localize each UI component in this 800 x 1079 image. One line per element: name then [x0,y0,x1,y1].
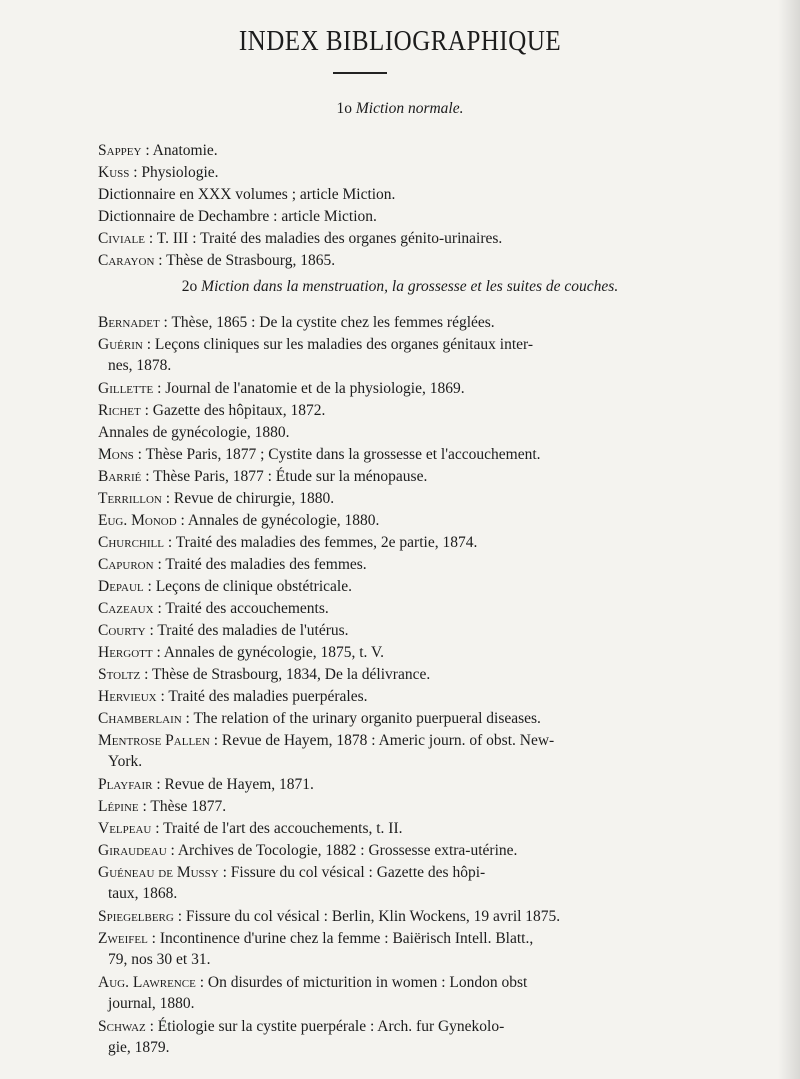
entry-text: : Leçons de clinique obstétricale. [147,578,352,595]
bibliography-entry [98,184,395,205]
entry-continuation: journal, 1880. [108,995,195,1012]
entry-author: Civiale [98,230,145,247]
entry-text: Dictionnaire de Dechambre : article Miction. [98,208,377,225]
bibliography-entry [98,664,430,685]
entry-text: : Traité des maladies des femmes. [157,556,367,573]
entry-text: : Traité des maladies puerpérales. [160,688,368,705]
entry-author: Lépine [98,798,139,815]
bibliography-entry [98,818,403,839]
entry-author: Capuron [98,556,154,573]
entry-author: Mons [98,446,134,463]
entry-continuation: 79, nos 30 et 31. [108,951,211,968]
bibliography-entry [98,1016,504,1058]
entry-text: : Thèse de Strasbourg, 1865. [158,252,336,269]
entry-author: Guéneau de Mussy [98,864,219,881]
entry-text: : Thèse Paris, 1877 ; Cystite dans la grossesse et l'accouchement. [137,446,541,463]
entry-text: : Thèse 1877. [142,798,227,815]
bibliography-entry [98,840,517,861]
entry-text: : T. III : Traité des maladies des organes génito-urinaires. [148,230,503,247]
bibliography-entry [98,488,334,509]
entry-text: : Annales de gynécologie, 1880. [180,512,380,529]
title-rule [333,72,387,74]
bibliography-entry [98,906,560,927]
bibliography-entry [98,422,290,443]
entry-author: Gillette [98,380,154,397]
entry-text: : On disurdes of micturition in women : London obst [199,974,528,991]
entry-text: : Journal de l'anatomie et de la physiologie, 1869. [157,380,465,397]
bibliography-entry [98,510,379,531]
entry-continuation: gie, 1879. [108,1039,170,1056]
entry-text: Annales de gynécologie, 1880. [98,424,290,441]
bibliography-entry [98,708,541,729]
bibliography-entry [98,400,325,421]
entry-author: Giraudeau [98,842,167,859]
entry-text: : Leçons cliniques sur les maladies des organes génitaux inter- [146,336,534,353]
entry-text: : Revue de chirurgie, 1880. [165,490,335,507]
entry-author: Terrillon [98,490,162,507]
bibliography-entry [98,796,226,817]
entry-author: Velpeau [98,820,152,837]
entry-author: Courty [98,622,146,639]
bibliography-entry [98,928,533,970]
entry-continuation: nes, 1878. [108,357,172,374]
entry-author: Schwaz [98,1018,146,1035]
entry-text: : Fissure du col vésical : Gazette des hôpi- [222,864,486,881]
bibliography-entry [98,554,367,575]
section-label: Miction dans la menstruation, la grossesse et les suites de couches. [201,278,619,295]
entry-continuation: taux, 1868. [108,885,178,902]
entry-author: Aug. Lawrence [98,974,196,991]
entry-author: Cazeaux [98,600,154,617]
entry-text: : Traité de l'art des accouchements, t. II. [155,820,403,837]
bibliography-entry [98,620,349,641]
entry-continuation: York. [108,753,143,770]
section-label: Miction normale. [355,100,464,117]
bibliography-entry [98,140,218,161]
entry-text: : Traité des maladies de l'utérus. [149,622,349,639]
entry-text: : Traité des maladies des femmes, 2e partie, 1874. [167,534,478,551]
bibliography-entry [98,312,495,333]
entry-text: : Archives de Tocologie, 1882 : Grossesse extra-utérine. [170,842,518,859]
bibliography-entry [98,686,368,707]
bibliography-entry [98,862,485,904]
entry-text: : Étiologie sur la cystite puerpérale : Arch. fur Gynekolo- [149,1018,505,1035]
entry-author: Spiegelberg [98,908,174,925]
page-edge-shadow [778,0,800,1079]
entry-text: Dictionnaire en XXX volumes ; article Miction. [98,186,396,203]
bibliography-entry [98,466,427,487]
entry-text: : Thèse Paris, 1877 : Étude sur la ménopause. [145,468,428,485]
entry-author: Hergott [98,644,153,661]
page-title: INDEX BIBLIOGRAPHIQUE [238,26,562,58]
entry-author: Mentrose Pallen [98,732,210,749]
bibliography-entry [98,228,502,249]
bibliography-entry [98,444,541,465]
entry-author: Bernadet [98,314,160,331]
entry-author: Churchill [98,534,164,551]
entry-text: : Thèse de Strasbourg, 1834, De la délivrance. [144,666,431,683]
section-heading-1 [0,100,800,118]
entry-text: : Gazette des hôpitaux, 1872. [144,402,326,419]
entry-text: : Incontinence d'urine chez la femme : Baiërisch Intell. Blatt., [151,930,534,947]
entry-text: : Revue de Hayem, 1878 : Americ journ. of obst. New- [213,732,555,749]
entry-text: : Physiologie. [133,164,219,181]
bibliography-entry [98,598,329,619]
entry-author: Sappey [98,142,142,159]
bibliography-entry [98,378,465,399]
entry-author: Hervieux [98,688,157,705]
bibliography-entry [98,206,377,227]
entry-author: Richet [98,402,141,419]
entry-author: Depaul [98,578,144,595]
section-number: 2o [181,278,198,295]
bibliography-entry [98,730,554,772]
entry-text: : Traité des accouchements. [157,600,329,617]
bibliography-entry [98,642,384,663]
bibliography-entry [98,774,314,795]
entry-text: : The relation of the urinary organito puerpueral diseases. [185,710,541,727]
entry-text: : Anatomie. [145,142,218,159]
section-heading-2 [0,278,800,296]
bibliography-entry [98,576,352,597]
entry-text: : Fissure du col vésical : Berlin, Klin Wockens, 19 avril 1875. [177,908,561,925]
entry-author: Stoltz [98,666,141,683]
entry-author: Kuss [98,164,130,181]
entry-author: Chamberlain [98,710,182,727]
section-number: 1o [336,100,352,117]
entry-text: : Thèse, 1865 : De la cystite chez les femmes réglées. [163,314,495,331]
bibliography-entry [98,532,477,553]
entry-author: Zweifel [98,930,148,947]
bibliography-entry [98,250,335,271]
entry-author: Playfair [98,776,153,793]
entry-author: Barrié [98,468,142,485]
entry-author: Carayon [98,252,155,269]
entry-author: Eug. Monod [98,512,177,529]
entry-text: : Revue de Hayem, 1871. [156,776,314,793]
bibliography-entry [98,972,527,1014]
bibliography-entry [98,162,219,183]
bibliography-entry [98,334,533,376]
entry-text: : Annales de gynécologie, 1875, t. V. [156,644,385,661]
entry-author: Guérin [98,336,143,353]
